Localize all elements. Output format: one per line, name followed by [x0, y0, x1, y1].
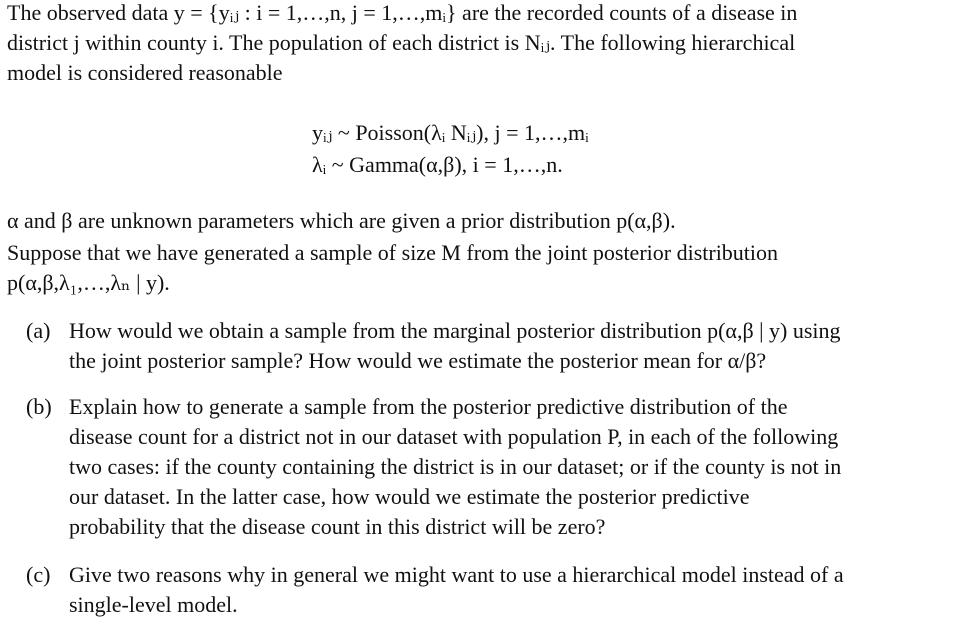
intro-line-1: The observed data y = {yᵢⱼ : i = 1,…,n, j = 1,…,mᵢ} are the recorded counts of a disease in [7, 0, 798, 25]
question-c-line-2: single-level model. [69, 592, 238, 617]
question-c-line-1: Give two reasons why in general we might want to use a hierarchical model instead of a [69, 562, 844, 587]
intro-line-3: model is considered reasonable [7, 60, 283, 85]
question-b-line-2: disease count for a district not in our dataset with population P, in each of the following [69, 424, 839, 449]
intro-line-2: district j within county i. The population of each district is Nᵢⱼ. The following hierarchical [7, 30, 796, 55]
question-b-line-1: Explain how to generate a sample from the posterior predictive distribution of the [69, 394, 788, 419]
question-a-line-2: the joint posterior sample? How would we estimate the posterior mean for α/β? [69, 348, 767, 373]
question-a-label: (a) [26, 318, 51, 343]
body-line-3: p(α,β,λ₁,…,λₙ | y). [7, 270, 170, 295]
question-b-label: (b) [26, 394, 52, 419]
question-a-line-1: How would we obtain a sample from the marginal posterior distribution p(α,β | y) using [69, 318, 841, 343]
model-equation-gamma: λᵢ ~ Gamma(α,β), i = 1,…,n. [312, 152, 563, 177]
question-c-label: (c) [26, 562, 51, 587]
body-line-2: Suppose that we have generated a sample of size M from the joint posterior distribution [7, 240, 779, 265]
question-b-line-4: our dataset. In the latter case, how would we estimate the posterior predictive [69, 484, 750, 509]
question-b-line-5: probability that the disease count in this district will be zero? [69, 514, 606, 539]
body-line-1: α and β are unknown parameters which are given a prior distribution p(α,β). [7, 208, 676, 233]
model-equation-poisson: yᵢⱼ ~ Poisson(λᵢ Nᵢⱼ), j = 1,…,mᵢ [312, 120, 589, 145]
question-b-line-3: two cases: if the county containing the district is in our dataset; or if the county is not in [69, 454, 842, 479]
